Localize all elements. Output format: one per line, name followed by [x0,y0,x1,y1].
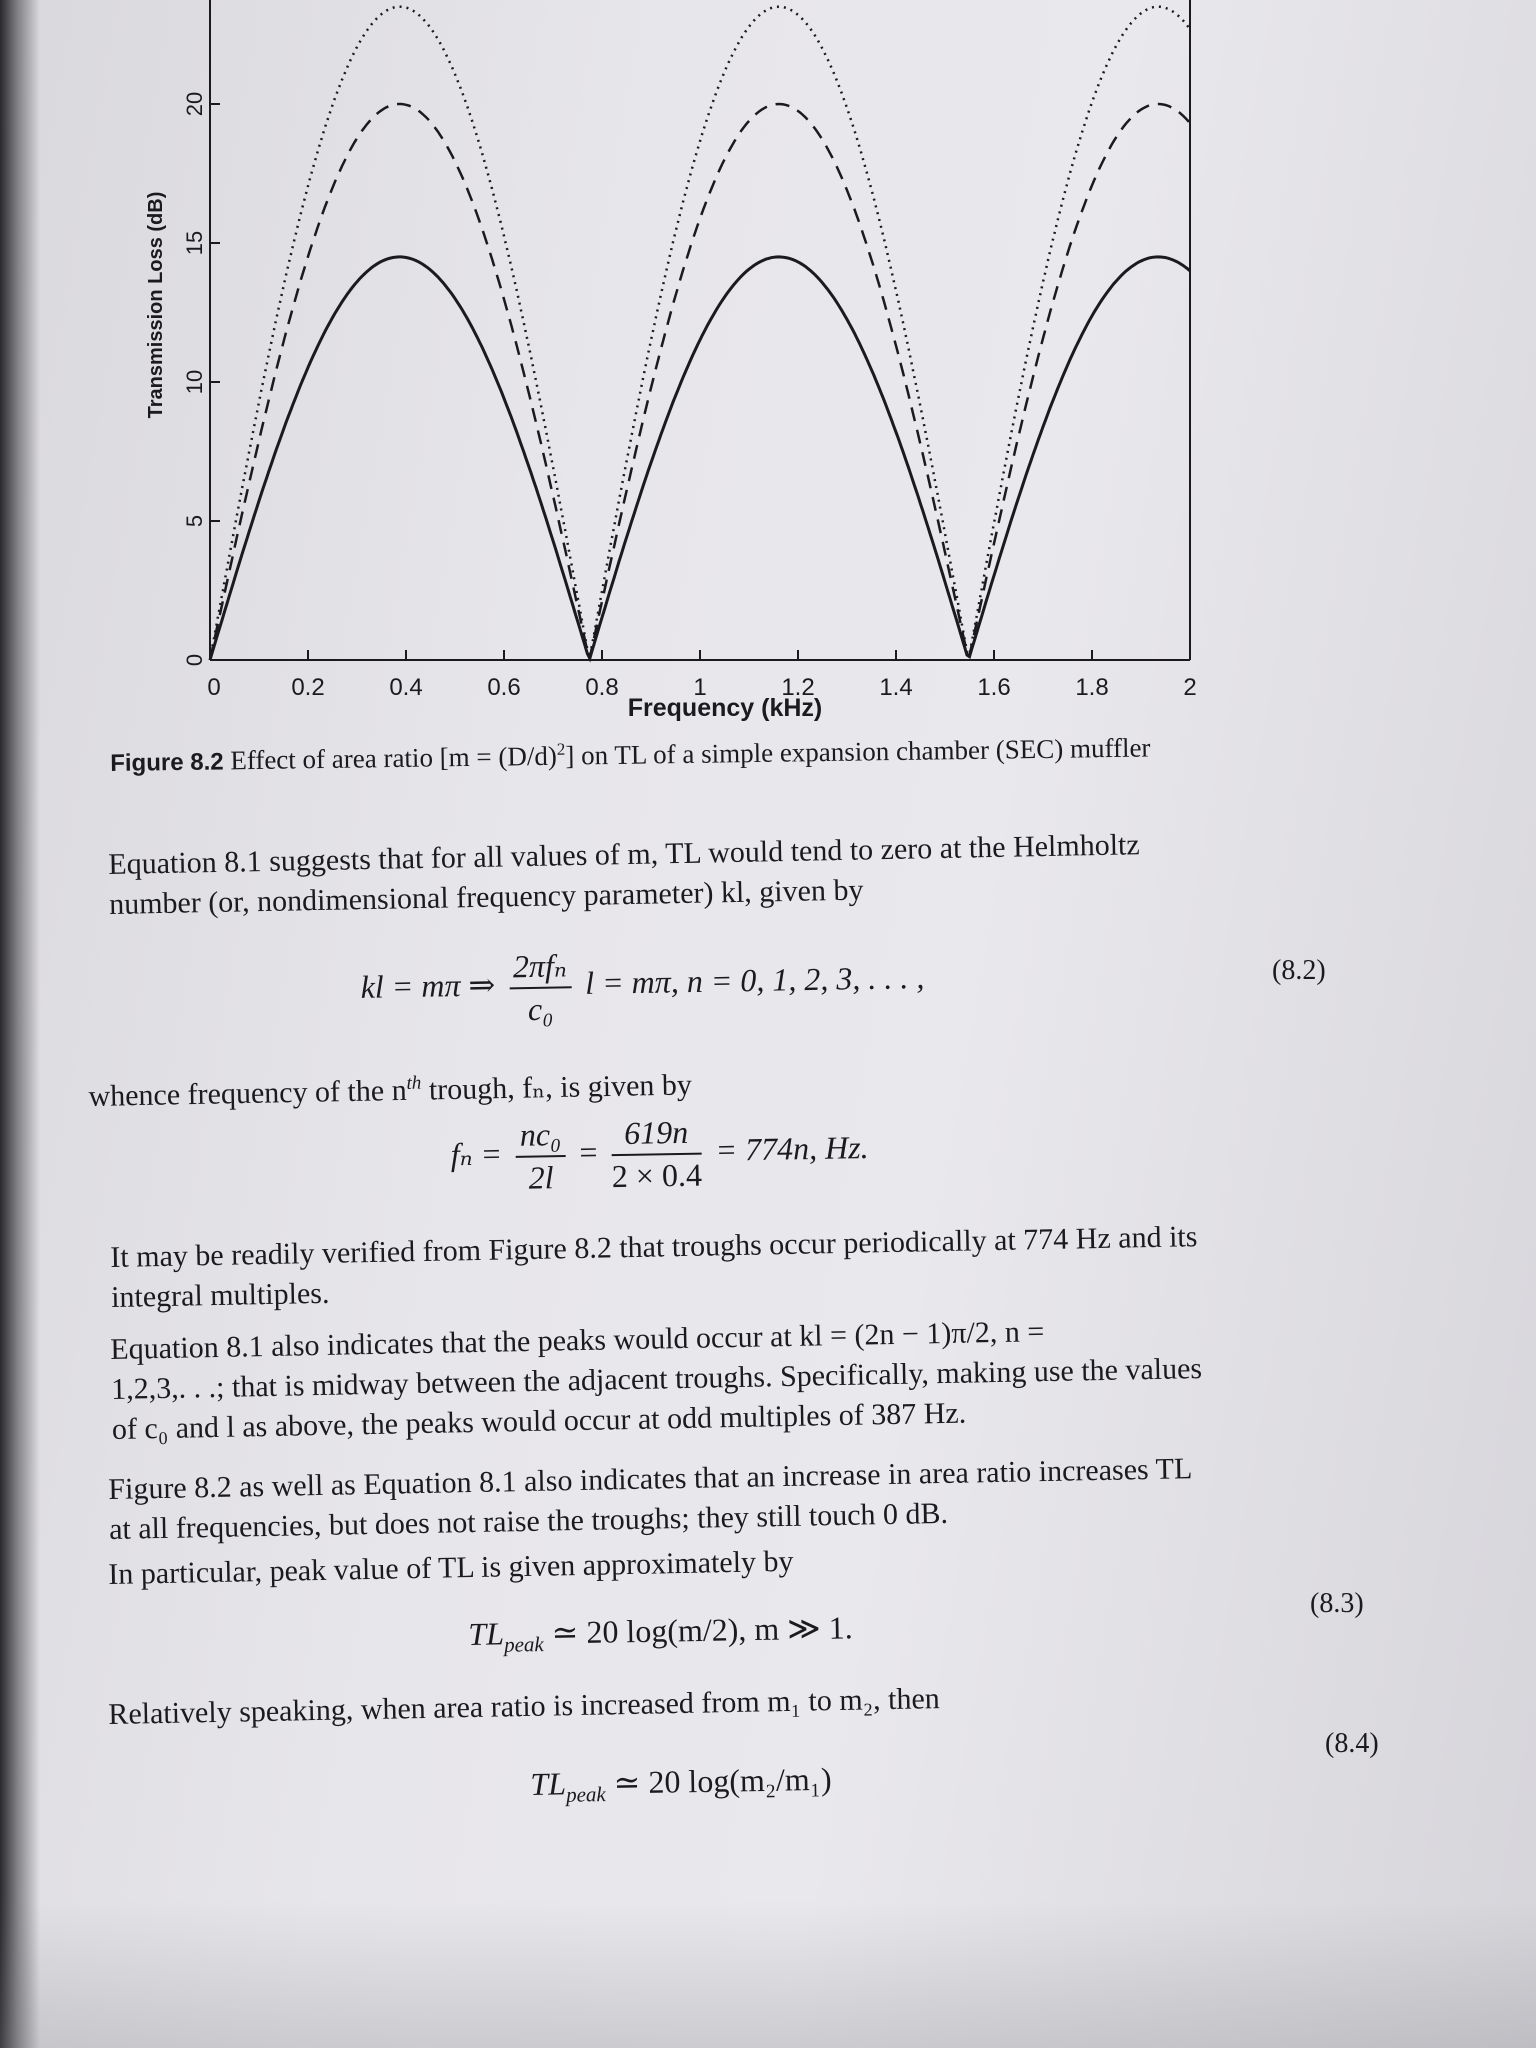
eq82-numerator: 2πfₙ [509,946,572,989]
paragraph-4-line-2: 1,2,3,. . .; that is midway between the adjacent troughs. Specifically, making use the values [110,1352,1203,1406]
series-line-dotted [210,7,1190,660]
y-tick-label: 15 [182,230,207,256]
eq84-rhs: ≃ 20 log(m₂/m₁) [605,1760,832,1801]
x-tick-label: 0.2 [291,674,325,701]
eqfn-fraction-1 [515,1116,566,1197]
paragraph-7-line-1: Relatively speaking, when area ratio is increased from m₁ to m₂, then [108,1682,941,1731]
y-tick-label: 0 [182,653,207,667]
caption-superscript: 2 [556,739,566,759]
eqfn-rhs: = 774n, Hz. [715,1129,869,1168]
eqfn-denominator-2: 2 × 0.4 [611,1156,703,1195]
y-tick-label: 20 [182,91,207,117]
equation-8-2 [360,938,1061,1031]
x-tick-label: 0.4 [389,674,423,701]
paragraph-6-line-1: In particular, peak value of TL is given approximately by [108,1544,794,1591]
eq82-fraction [509,946,572,1028]
equation-8-4 [530,1755,1131,1809]
x-axis-label: Frequency (kHz) [627,694,823,722]
tl-frequency-chart [0,0,1536,740]
eqfn-equals: = [579,1133,598,1171]
x-tick-label: 1.2 [781,674,815,701]
paragraph-4-line-3: of c₀ and l as above, the peaks would occur at odd multiples of 387 Hz. [111,1396,967,1446]
paragraph-2 [88,1051,1089,1117]
x-tick-label: 0.6 [487,674,521,701]
equation-trough-frequency [450,1106,1151,1198]
eq84-subscript: peak [565,1782,606,1807]
x-tick-label: 1.8 [1075,674,1109,701]
paragraph-5-line-2: at all frequencies, but does not raise the troughs; they still touch 0 dB. [108,1496,949,1546]
eq82-lhs: kl = mπ ⇒ [360,966,496,1005]
paragraph-1-line-1: Equation 8.1 suggests that for all values of m, TL would tend to zero at the Helmholtz [108,828,1140,881]
eq84-tl: TL [530,1765,567,1802]
paragraph-3 [110,1214,1371,1318]
plot-frame [210,0,1190,660]
x-tick-label: 1.4 [879,674,913,701]
equation-8-3 [468,1605,1069,1659]
paragraph-4 [110,1306,1382,1450]
series-line-dashed [210,104,1190,660]
figure-label: Figure 8.2 [110,748,224,777]
equation-8-4-number: (8.4) [1325,1728,1379,1759]
eq82-rhs: l = mπ, n = 0, 1, 2, 3, . . . , [584,959,925,1001]
paragraph-4-line-1: Equation 8.1 also indicates that the peaks would occur at kl = (2n − 1)π/2, n = [110,1315,1045,1366]
paragraph-2-before: whence frequency of the n [88,1073,407,1113]
paragraph-2-superscript: th [406,1072,422,1094]
plot-series [210,7,1190,660]
y-tick-label: 5 [182,514,207,528]
eqfn-denominator-1: 2l [528,1159,554,1196]
equation-8-2-number: (8.2) [1272,955,1326,986]
x-tick-label: 0 [207,674,221,701]
eqfn-numerator-1: nc₀ [515,1116,565,1158]
caption-text-after: ] on TL of a simple expansion chamber (SEC) muffler [565,732,1151,771]
series-line-solid [210,257,1190,660]
eq83-rhs: ≃ 20 log(m/2), m ≫ 1. [543,1609,854,1651]
x-tick-label: 1.6 [977,674,1011,701]
paragraph-1-line-2: number (or, nondimensional frequency parameter) kl, given by [108,873,864,921]
paragraph-5-line-1: Figure 8.2 as well as Equation 8.1 also indicates that an increase in area ratio increases TL [108,1452,1193,1506]
y-tick-label: 10 [182,369,207,395]
page-bottom-shadow [0,1900,1536,2048]
x-tick-label: 0.8 [585,674,619,701]
eqfn-fraction-2 [611,1114,702,1196]
eq83-subscript: peak [503,1632,544,1657]
caption-text-before: Effect of area ratio [m = (D/d) [230,740,558,776]
paragraph-5 [108,1445,1389,1550]
equation-8-3-number: (8.3) [1310,1588,1364,1619]
paragraph-2-after: trough, fₙ, is given by [421,1068,693,1107]
paragraph-7 [108,1674,1209,1735]
y-axis-label: Transmission Loss (dB) [145,191,167,419]
y-axis-ticks [182,0,220,666]
x-tick-label: 2 [1183,674,1197,701]
paragraph-3-line-1: It may be readily verified from Figure 8.2 that troughs occur periodically at 774 Hz and its [110,1220,1198,1274]
x-tick-label: 1 [693,674,707,701]
eq82-denominator: c₀ [527,990,554,1028]
paragraph-1 [108,821,1359,925]
eqfn-numerator-2: 619n [611,1114,702,1157]
eq83-tl: TL [468,1615,505,1652]
eqfn-lhs: fₙ = [450,1135,503,1173]
paragraph-3-line-2: integral multiples. [110,1276,330,1314]
